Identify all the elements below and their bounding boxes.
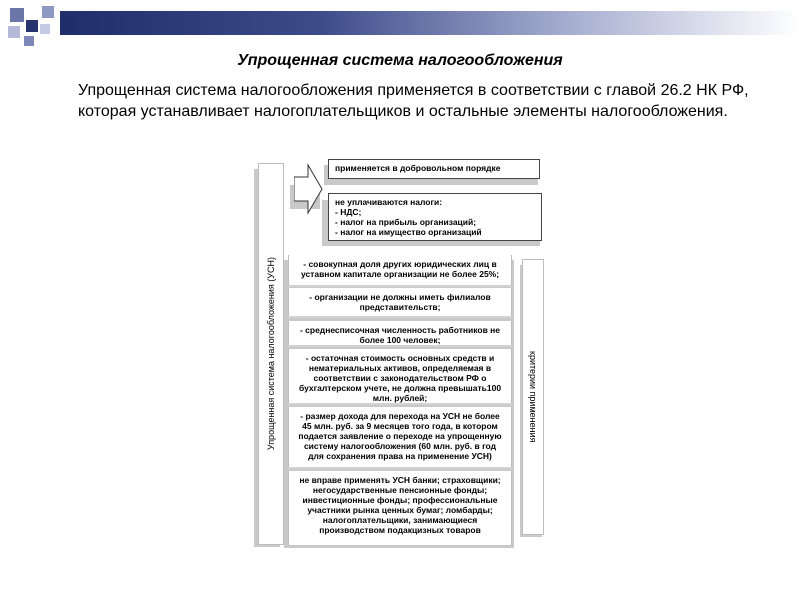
voluntary-box: применяется в добровольном порядке xyxy=(328,159,540,179)
taxes-heading: не уплачиваются налоги: xyxy=(335,197,443,207)
usn-label-box xyxy=(258,163,284,545)
header-bar xyxy=(60,11,800,35)
criteria-label: критерии применения xyxy=(528,351,538,443)
usn-label: Упрощенная система налогообложения (УСН) xyxy=(266,257,276,451)
decor-square xyxy=(10,8,24,22)
taxes-item: - НДС; xyxy=(335,207,362,217)
taxes-box xyxy=(328,193,542,241)
decor-square xyxy=(26,20,38,32)
criteria-item-5: - размер дохода для перехода на УСН не более 45 млн. руб. за 9 месяцев того года, в котором подается заявление о переходе на упрощенную систему налогообложения (60 млн. руб. в год для сохранения права на применение УСН) xyxy=(288,407,512,467)
decor-square xyxy=(24,36,34,46)
decor-square xyxy=(42,6,54,18)
criteria-item-4: - остаточная стоимость основных средств и нематериальных активов, определяемая в соответствии с законодательством РФ о бухгалтерском учете, не должна превышать100 млн. рублей; xyxy=(288,349,512,403)
usn-diagram xyxy=(250,155,550,550)
taxes-item: - налог на имущество организаций xyxy=(335,227,482,237)
criteria-item-2: - организации не должны иметь филиалов представительств; xyxy=(288,288,512,316)
criteria-item-1: - совокупная доля других юридических лиц в уставном капитале организации не более 25%; xyxy=(288,255,512,285)
decor-square xyxy=(8,26,20,38)
criteria-item-3: - среднесписочная численность работников не более 100 человек; xyxy=(288,321,512,345)
intro-paragraph: Упрощенная система налогообложения применяется в соответствии с главой 26.2 НК РФ, которая устанавливает налогоплательщиков и остальные элементы налогообложения. xyxy=(78,82,749,120)
taxes-item: - налог на прибыль организаций; xyxy=(335,217,477,227)
criteria-label-box xyxy=(522,259,544,535)
criteria-item-6: не вправе применять УСН банки; страховщики; негосударственные пенсионные фонды; инвестиционные фонды; профессиональные участники рынка ценных бумаг; ломбарды; налогоплательщики, занимающиеся производством подакцизных товаров xyxy=(288,471,512,545)
slide-title: Упрощенная система налогообложения xyxy=(237,52,563,69)
arrow-right-icon xyxy=(294,163,324,215)
decor-square xyxy=(40,24,50,34)
